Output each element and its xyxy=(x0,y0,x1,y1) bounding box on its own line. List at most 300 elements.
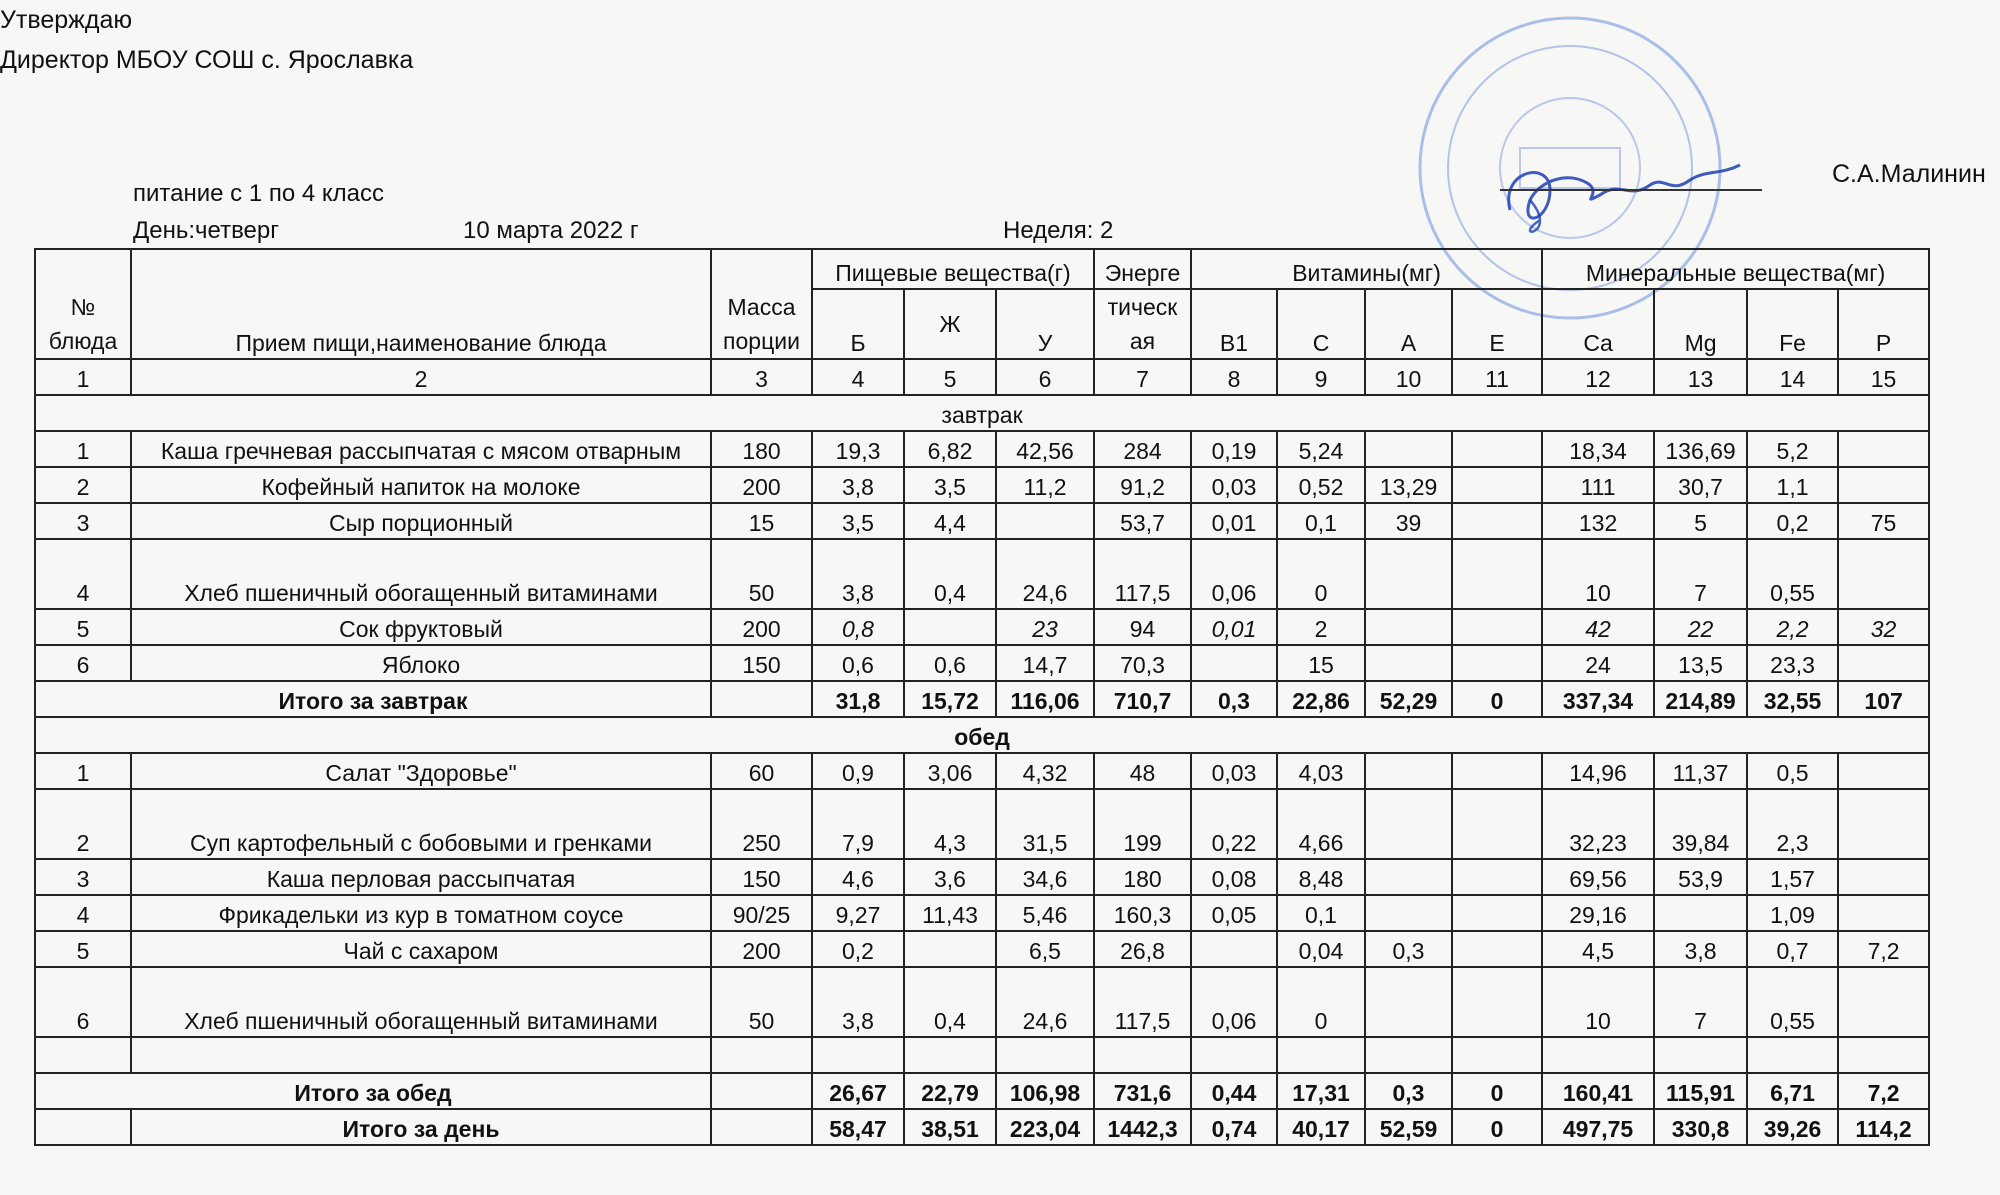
section-total-row xyxy=(35,681,1929,717)
dish-value: 0,6 xyxy=(904,645,996,681)
dish-value xyxy=(1838,645,1929,681)
section-total-value: 214,89 xyxy=(1654,681,1747,717)
dish-value: 150 xyxy=(711,645,812,681)
grade-range: питание с 1 по 4 класс xyxy=(133,180,384,207)
dish-value xyxy=(1452,609,1542,645)
dish-value: 0,8 xyxy=(812,609,904,645)
blank-cell xyxy=(1838,1037,1929,1073)
dish-value: 60 xyxy=(711,753,812,789)
dish-number: 6 xyxy=(35,967,131,1037)
blank-cell xyxy=(1654,1037,1747,1073)
dish-value: 3,8 xyxy=(812,539,904,609)
dish-value: 5,2 xyxy=(1747,431,1838,467)
day-total-value: 52,59 xyxy=(1365,1109,1452,1145)
section-row xyxy=(35,395,1929,431)
dish-number: 4 xyxy=(35,895,131,931)
sub-header-c: C xyxy=(1277,289,1365,359)
blank-cell xyxy=(1452,1037,1542,1073)
dish-value: 0,2 xyxy=(812,931,904,967)
dish-row xyxy=(35,539,1929,609)
sub-header-fe: Fe xyxy=(1747,289,1838,359)
dish-value xyxy=(1452,539,1542,609)
signature-line xyxy=(1500,189,1762,191)
dish-value: 200 xyxy=(711,609,812,645)
dish-value: 0,05 xyxy=(1191,895,1277,931)
dish-value: 180 xyxy=(711,431,812,467)
section-total-value: 7,2 xyxy=(1838,1073,1929,1109)
dish-name: Фрикадельки из кур в томатном соусе xyxy=(131,895,711,931)
column-number-cell: 10 xyxy=(1365,359,1452,395)
dish-value xyxy=(1365,645,1452,681)
dish-value: 4,66 xyxy=(1277,789,1365,859)
dish-value: 7,9 xyxy=(812,789,904,859)
dish-value: 15 xyxy=(711,503,812,539)
dish-value: 1,09 xyxy=(1747,895,1838,931)
section-total-value: 6,71 xyxy=(1747,1073,1838,1109)
section-total-value: 115,91 xyxy=(1654,1073,1747,1109)
dish-value: 48 xyxy=(1094,753,1191,789)
dish-value: 3,8 xyxy=(812,967,904,1037)
day-total-value: 223,04 xyxy=(996,1109,1094,1145)
dish-number: 6 xyxy=(35,645,131,681)
dish-value: 4,32 xyxy=(996,753,1094,789)
dish-value xyxy=(1452,503,1542,539)
blank-cell xyxy=(1365,1037,1452,1073)
dish-value: 24,6 xyxy=(996,967,1094,1037)
dish-value: 2,3 xyxy=(1747,789,1838,859)
section-total-value: 0 xyxy=(1452,681,1542,717)
dish-value: 0,6 xyxy=(812,645,904,681)
blank-cell xyxy=(1747,1037,1838,1073)
dish-value: 3,8 xyxy=(1654,931,1747,967)
dish-number: 3 xyxy=(35,859,131,895)
column-number-row xyxy=(35,359,1929,395)
day-total-value: 39,26 xyxy=(1747,1109,1838,1145)
blank-cell xyxy=(711,1037,812,1073)
column-number-cell: 15 xyxy=(1838,359,1929,395)
dish-value xyxy=(904,609,996,645)
column-number-cell: 4 xyxy=(812,359,904,395)
section-total-value: 160,41 xyxy=(1542,1073,1654,1109)
dish-value: 132 xyxy=(1542,503,1654,539)
dish-value: 0,4 xyxy=(904,539,996,609)
dish-name: Каша гречневая рассыпчатая с мясом отварным xyxy=(131,431,711,467)
column-number-cell: 14 xyxy=(1747,359,1838,395)
day-total-value: 497,75 xyxy=(1542,1109,1654,1145)
dish-value: 0,52 xyxy=(1277,467,1365,503)
dish-row xyxy=(35,967,1929,1037)
section-title: обед xyxy=(35,717,1929,753)
sub-header-mg: Mg xyxy=(1654,289,1747,359)
sub-header-b1: B1 xyxy=(1191,289,1277,359)
dish-value: 13,29 xyxy=(1365,467,1452,503)
dish-row xyxy=(35,609,1929,645)
dish-value xyxy=(1452,753,1542,789)
column-number-cell: 11 xyxy=(1452,359,1542,395)
dish-value: 6,82 xyxy=(904,431,996,467)
dish-value xyxy=(1654,895,1747,931)
dish-name: Сыр порционный xyxy=(131,503,711,539)
dish-value xyxy=(1452,931,1542,967)
section-total-value: 337,34 xyxy=(1542,681,1654,717)
dish-row xyxy=(35,931,1929,967)
dish-value: 91,2 xyxy=(1094,467,1191,503)
dish-name: Каша перловая рассыпчатая xyxy=(131,859,711,895)
blank-cell xyxy=(996,1037,1094,1073)
section-total-value: 22,79 xyxy=(904,1073,996,1109)
dish-value: 200 xyxy=(711,467,812,503)
section-total-value: 0,3 xyxy=(1365,1073,1452,1109)
dish-value xyxy=(1838,859,1929,895)
sub-header-ca: Ca xyxy=(1542,289,1654,359)
dish-value: 117,5 xyxy=(1094,967,1191,1037)
day-total-value: 1442,3 xyxy=(1094,1109,1191,1145)
dish-value xyxy=(1365,609,1452,645)
dish-name: Суп картофельный с бобовыми и гренками xyxy=(131,789,711,859)
dish-value xyxy=(1838,539,1929,609)
col-name-header: Прием пищи,наименование блюда xyxy=(131,249,711,359)
dish-value: 32,23 xyxy=(1542,789,1654,859)
dish-value: 42,56 xyxy=(996,431,1094,467)
column-number-cell: 7 xyxy=(1094,359,1191,395)
dish-value: 14,96 xyxy=(1542,753,1654,789)
dish-value: 0 xyxy=(1277,967,1365,1037)
section-total-value: 107 xyxy=(1838,681,1929,717)
dish-value: 39 xyxy=(1365,503,1452,539)
dish-value xyxy=(1838,467,1929,503)
blank-cell xyxy=(35,1037,131,1073)
dish-value: 23 xyxy=(996,609,1094,645)
column-number-cell: 2 xyxy=(131,359,711,395)
dish-value: 0,3 xyxy=(1365,931,1452,967)
dish-row xyxy=(35,467,1929,503)
day-total-value: 114,2 xyxy=(1838,1109,1929,1145)
dish-value: 284 xyxy=(1094,431,1191,467)
dish-row xyxy=(35,503,1929,539)
dish-value: 199 xyxy=(1094,789,1191,859)
dish-value: 5 xyxy=(1654,503,1747,539)
dish-value: 26,8 xyxy=(1094,931,1191,967)
day-total-value: 58,47 xyxy=(812,1109,904,1145)
dish-value xyxy=(1191,645,1277,681)
column-number-cell: 3 xyxy=(711,359,812,395)
dish-number: 4 xyxy=(35,539,131,609)
column-number-cell: 8 xyxy=(1191,359,1277,395)
sub-header-e: E xyxy=(1452,289,1542,359)
section-total-value: 26,67 xyxy=(812,1073,904,1109)
dish-value xyxy=(1365,753,1452,789)
dish-value: 4,4 xyxy=(904,503,996,539)
dish-value: 2 xyxy=(1277,609,1365,645)
dish-value: 3,5 xyxy=(904,467,996,503)
column-number-cell: 5 xyxy=(904,359,996,395)
dish-value: 0,22 xyxy=(1191,789,1277,859)
dish-name: Хлеб пшеничный обогащенный витаминами xyxy=(131,539,711,609)
day-total-value xyxy=(711,1109,812,1145)
dish-number: 5 xyxy=(35,609,131,645)
dish-value: 2,2 xyxy=(1747,609,1838,645)
blank-cell xyxy=(904,1037,996,1073)
dish-value: 0,08 xyxy=(1191,859,1277,895)
column-number-cell: 1 xyxy=(35,359,131,395)
day-total-value: 0 xyxy=(1452,1109,1542,1145)
section-total-value xyxy=(711,681,812,717)
dish-value: 0,19 xyxy=(1191,431,1277,467)
section-total-value: 52,29 xyxy=(1365,681,1452,717)
column-number-cell: 12 xyxy=(1542,359,1654,395)
dish-value: 3,8 xyxy=(812,467,904,503)
vitamins-header: Витамины(мг) xyxy=(1191,249,1542,289)
dish-name: Сок фруктовый xyxy=(131,609,711,645)
blank-cell xyxy=(1191,1037,1277,1073)
dish-value: 8,48 xyxy=(1277,859,1365,895)
dish-row xyxy=(35,645,1929,681)
dish-value: 0,7 xyxy=(1747,931,1838,967)
dish-value: 0,55 xyxy=(1747,539,1838,609)
dish-value: 0,1 xyxy=(1277,503,1365,539)
dish-value: 34,6 xyxy=(996,859,1094,895)
dish-value: 5,46 xyxy=(996,895,1094,931)
approval-title: Утверждаю xyxy=(0,6,133,34)
dish-row xyxy=(35,895,1929,931)
sub-header-b: Б xyxy=(812,289,904,359)
dish-value: 3,06 xyxy=(904,753,996,789)
dish-name: Яблоко xyxy=(131,645,711,681)
dish-value: 5,24 xyxy=(1277,431,1365,467)
dish-value xyxy=(1838,789,1929,859)
dish-value: 180 xyxy=(1094,859,1191,895)
blank-cell xyxy=(1094,1037,1191,1073)
dish-value: 4,5 xyxy=(1542,931,1654,967)
day-total-row xyxy=(35,1109,1929,1145)
dish-row xyxy=(35,789,1929,859)
day-total-value: 40,17 xyxy=(1277,1109,1365,1145)
dish-value xyxy=(1365,789,1452,859)
section-total-value: 31,8 xyxy=(812,681,904,717)
minerals-header: Минеральные вещества(мг) xyxy=(1542,249,1929,289)
dish-value xyxy=(1452,967,1542,1037)
dish-value xyxy=(1365,859,1452,895)
day-total-value: 330,8 xyxy=(1654,1109,1747,1145)
menu-table xyxy=(34,248,1930,1146)
dish-name: Чай с сахаром xyxy=(131,931,711,967)
signer-name: С.А.Малинин xyxy=(1832,160,1986,188)
dish-value: 94 xyxy=(1094,609,1191,645)
section-total-value: 106,98 xyxy=(996,1073,1094,1109)
dish-value: 53,7 xyxy=(1094,503,1191,539)
sub-header-p: P xyxy=(1838,289,1929,359)
column-number-cell: 6 xyxy=(996,359,1094,395)
dish-value: 0,55 xyxy=(1747,967,1838,1037)
dish-value: 19,3 xyxy=(812,431,904,467)
dish-value: 30,7 xyxy=(1654,467,1747,503)
column-number-cell: 13 xyxy=(1654,359,1747,395)
energy-header-part-c: ая xyxy=(1129,328,1156,354)
dish-value: 11,2 xyxy=(996,467,1094,503)
dish-value xyxy=(1365,539,1452,609)
dish-value xyxy=(1365,967,1452,1037)
section-total-value: 17,31 xyxy=(1277,1073,1365,1109)
sub-header-u: У xyxy=(996,289,1094,359)
dish-value: 69,56 xyxy=(1542,859,1654,895)
dish-number: 2 xyxy=(35,789,131,859)
dish-value xyxy=(1191,931,1277,967)
section-total-value: 710,7 xyxy=(1094,681,1191,717)
dish-value: 0,1 xyxy=(1277,895,1365,931)
section-total-label: Итого за обед xyxy=(35,1073,711,1109)
dish-value xyxy=(1452,645,1542,681)
dish-value xyxy=(1838,753,1929,789)
dish-value: 14,7 xyxy=(996,645,1094,681)
dish-value: 15 xyxy=(1277,645,1365,681)
section-total-value: 0,3 xyxy=(1191,681,1277,717)
dish-value: 4,3 xyxy=(904,789,996,859)
dish-value xyxy=(1452,467,1542,503)
dish-value: 200 xyxy=(711,931,812,967)
dish-value: 7 xyxy=(1654,967,1747,1037)
dish-value: 0,01 xyxy=(1191,503,1277,539)
dish-value: 7 xyxy=(1654,539,1747,609)
week-label: Неделя: 2 xyxy=(1003,217,1114,244)
dish-number: 1 xyxy=(35,753,131,789)
dish-value xyxy=(1452,895,1542,931)
dish-value: 0,03 xyxy=(1191,753,1277,789)
dish-value: 0,4 xyxy=(904,967,996,1037)
dish-value: 111 xyxy=(1542,467,1654,503)
section-total-value: 15,72 xyxy=(904,681,996,717)
dish-number: 1 xyxy=(35,431,131,467)
section-total-value: 731,6 xyxy=(1094,1073,1191,1109)
dish-value: 0,5 xyxy=(1747,753,1838,789)
dish-value: 13,5 xyxy=(1654,645,1747,681)
dish-value: 4,6 xyxy=(812,859,904,895)
dish-value: 22 xyxy=(1654,609,1747,645)
dish-name: Салат "Здоровье" xyxy=(131,753,711,789)
dish-number: 3 xyxy=(35,503,131,539)
dish-value: 39,84 xyxy=(1654,789,1747,859)
section-row xyxy=(35,717,1929,753)
blank-cell xyxy=(1542,1037,1654,1073)
dish-number: 2 xyxy=(35,467,131,503)
dish-value: 75 xyxy=(1838,503,1929,539)
dish-value: 0,9 xyxy=(812,753,904,789)
dish-value: 0 xyxy=(1277,539,1365,609)
dish-value: 0,04 xyxy=(1277,931,1365,967)
dish-value: 136,69 xyxy=(1654,431,1747,467)
dish-value: 4,03 xyxy=(1277,753,1365,789)
dish-value: 9,27 xyxy=(812,895,904,931)
dish-value: 50 xyxy=(711,967,812,1037)
dish-value xyxy=(1452,789,1542,859)
blank-cell xyxy=(131,1037,711,1073)
blank-cell xyxy=(812,1037,904,1073)
dish-value: 117,5 xyxy=(1094,539,1191,609)
approval-position: Директор МБОУ СОШ с. Ярославка xyxy=(0,46,414,74)
day-total-value: 38,51 xyxy=(904,1109,996,1145)
dish-row xyxy=(35,431,1929,467)
dish-row xyxy=(35,753,1929,789)
dish-value: 1,57 xyxy=(1747,859,1838,895)
section-total-row xyxy=(35,1073,1929,1109)
day-label: День:четверг xyxy=(133,217,280,244)
day-total-value: 0,74 xyxy=(1191,1109,1277,1145)
dish-name: Кофейный напиток на молоке xyxy=(131,467,711,503)
dish-number: 5 xyxy=(35,931,131,967)
sub-header-a: A xyxy=(1365,289,1452,359)
dish-value xyxy=(1452,431,1542,467)
dish-value: 42 xyxy=(1542,609,1654,645)
dish-name: Хлеб пшеничный обогащенный витаминами xyxy=(131,967,711,1037)
dish-value: 24,6 xyxy=(996,539,1094,609)
section-title: завтрак xyxy=(35,395,1929,431)
dish-value: 18,34 xyxy=(1542,431,1654,467)
dish-value: 0,06 xyxy=(1191,967,1277,1037)
dish-value: 0,03 xyxy=(1191,467,1277,503)
energy-header-1: Энерге xyxy=(1094,249,1191,289)
section-total-value: 0 xyxy=(1452,1073,1542,1109)
section-total-label: Итого за завтрак xyxy=(35,681,711,717)
blank-cell xyxy=(1277,1037,1365,1073)
dish-value: 1,1 xyxy=(1747,467,1838,503)
dish-value: 31,5 xyxy=(996,789,1094,859)
dish-value: 6,5 xyxy=(996,931,1094,967)
section-total-value: 116,06 xyxy=(996,681,1094,717)
dish-value: 23,3 xyxy=(1747,645,1838,681)
energy-header-2 xyxy=(1094,289,1191,359)
dish-value xyxy=(1838,967,1929,1037)
section-total-value xyxy=(711,1073,812,1109)
dish-value: 11,37 xyxy=(1654,753,1747,789)
dish-value: 70,3 xyxy=(1094,645,1191,681)
col-mass-header: Масса порции xyxy=(711,249,812,359)
dish-value: 90/25 xyxy=(711,895,812,931)
section-total-value: 32,55 xyxy=(1747,681,1838,717)
dish-value: 150 xyxy=(711,859,812,895)
dish-row xyxy=(35,859,1929,895)
dish-value xyxy=(1452,859,1542,895)
nutrients-header: Пищевые вещества(г) xyxy=(812,249,1094,289)
blank-row xyxy=(35,1037,1929,1073)
dish-value: 160,3 xyxy=(1094,895,1191,931)
energy-header-part-b: тическ xyxy=(1107,294,1178,320)
dish-value: 0,01 xyxy=(1191,609,1277,645)
column-number-cell: 9 xyxy=(1277,359,1365,395)
dish-value: 10 xyxy=(1542,967,1654,1037)
dish-value: 29,16 xyxy=(1542,895,1654,931)
day-total-label: Итого за день xyxy=(131,1109,711,1145)
section-total-value: 22,86 xyxy=(1277,681,1365,717)
dish-value: 3,5 xyxy=(812,503,904,539)
sub-header-zh: Ж xyxy=(904,289,996,359)
col-num-header: № блюда xyxy=(35,249,131,359)
dish-value: 7,2 xyxy=(1838,931,1929,967)
dish-value xyxy=(1365,895,1452,931)
dish-value: 11,43 xyxy=(904,895,996,931)
date-label: 10 марта 2022 г xyxy=(463,217,639,244)
dish-value: 250 xyxy=(711,789,812,859)
header-row-1 xyxy=(35,249,1929,289)
section-total-value: 0,44 xyxy=(1191,1073,1277,1109)
dish-value: 3,6 xyxy=(904,859,996,895)
dish-value: 0,2 xyxy=(1747,503,1838,539)
dish-value xyxy=(1838,431,1929,467)
dish-value xyxy=(996,503,1094,539)
day-total-spacer xyxy=(35,1109,131,1145)
dish-value: 10 xyxy=(1542,539,1654,609)
dish-value: 53,9 xyxy=(1654,859,1747,895)
dish-value xyxy=(1365,431,1452,467)
dish-value: 50 xyxy=(711,539,812,609)
